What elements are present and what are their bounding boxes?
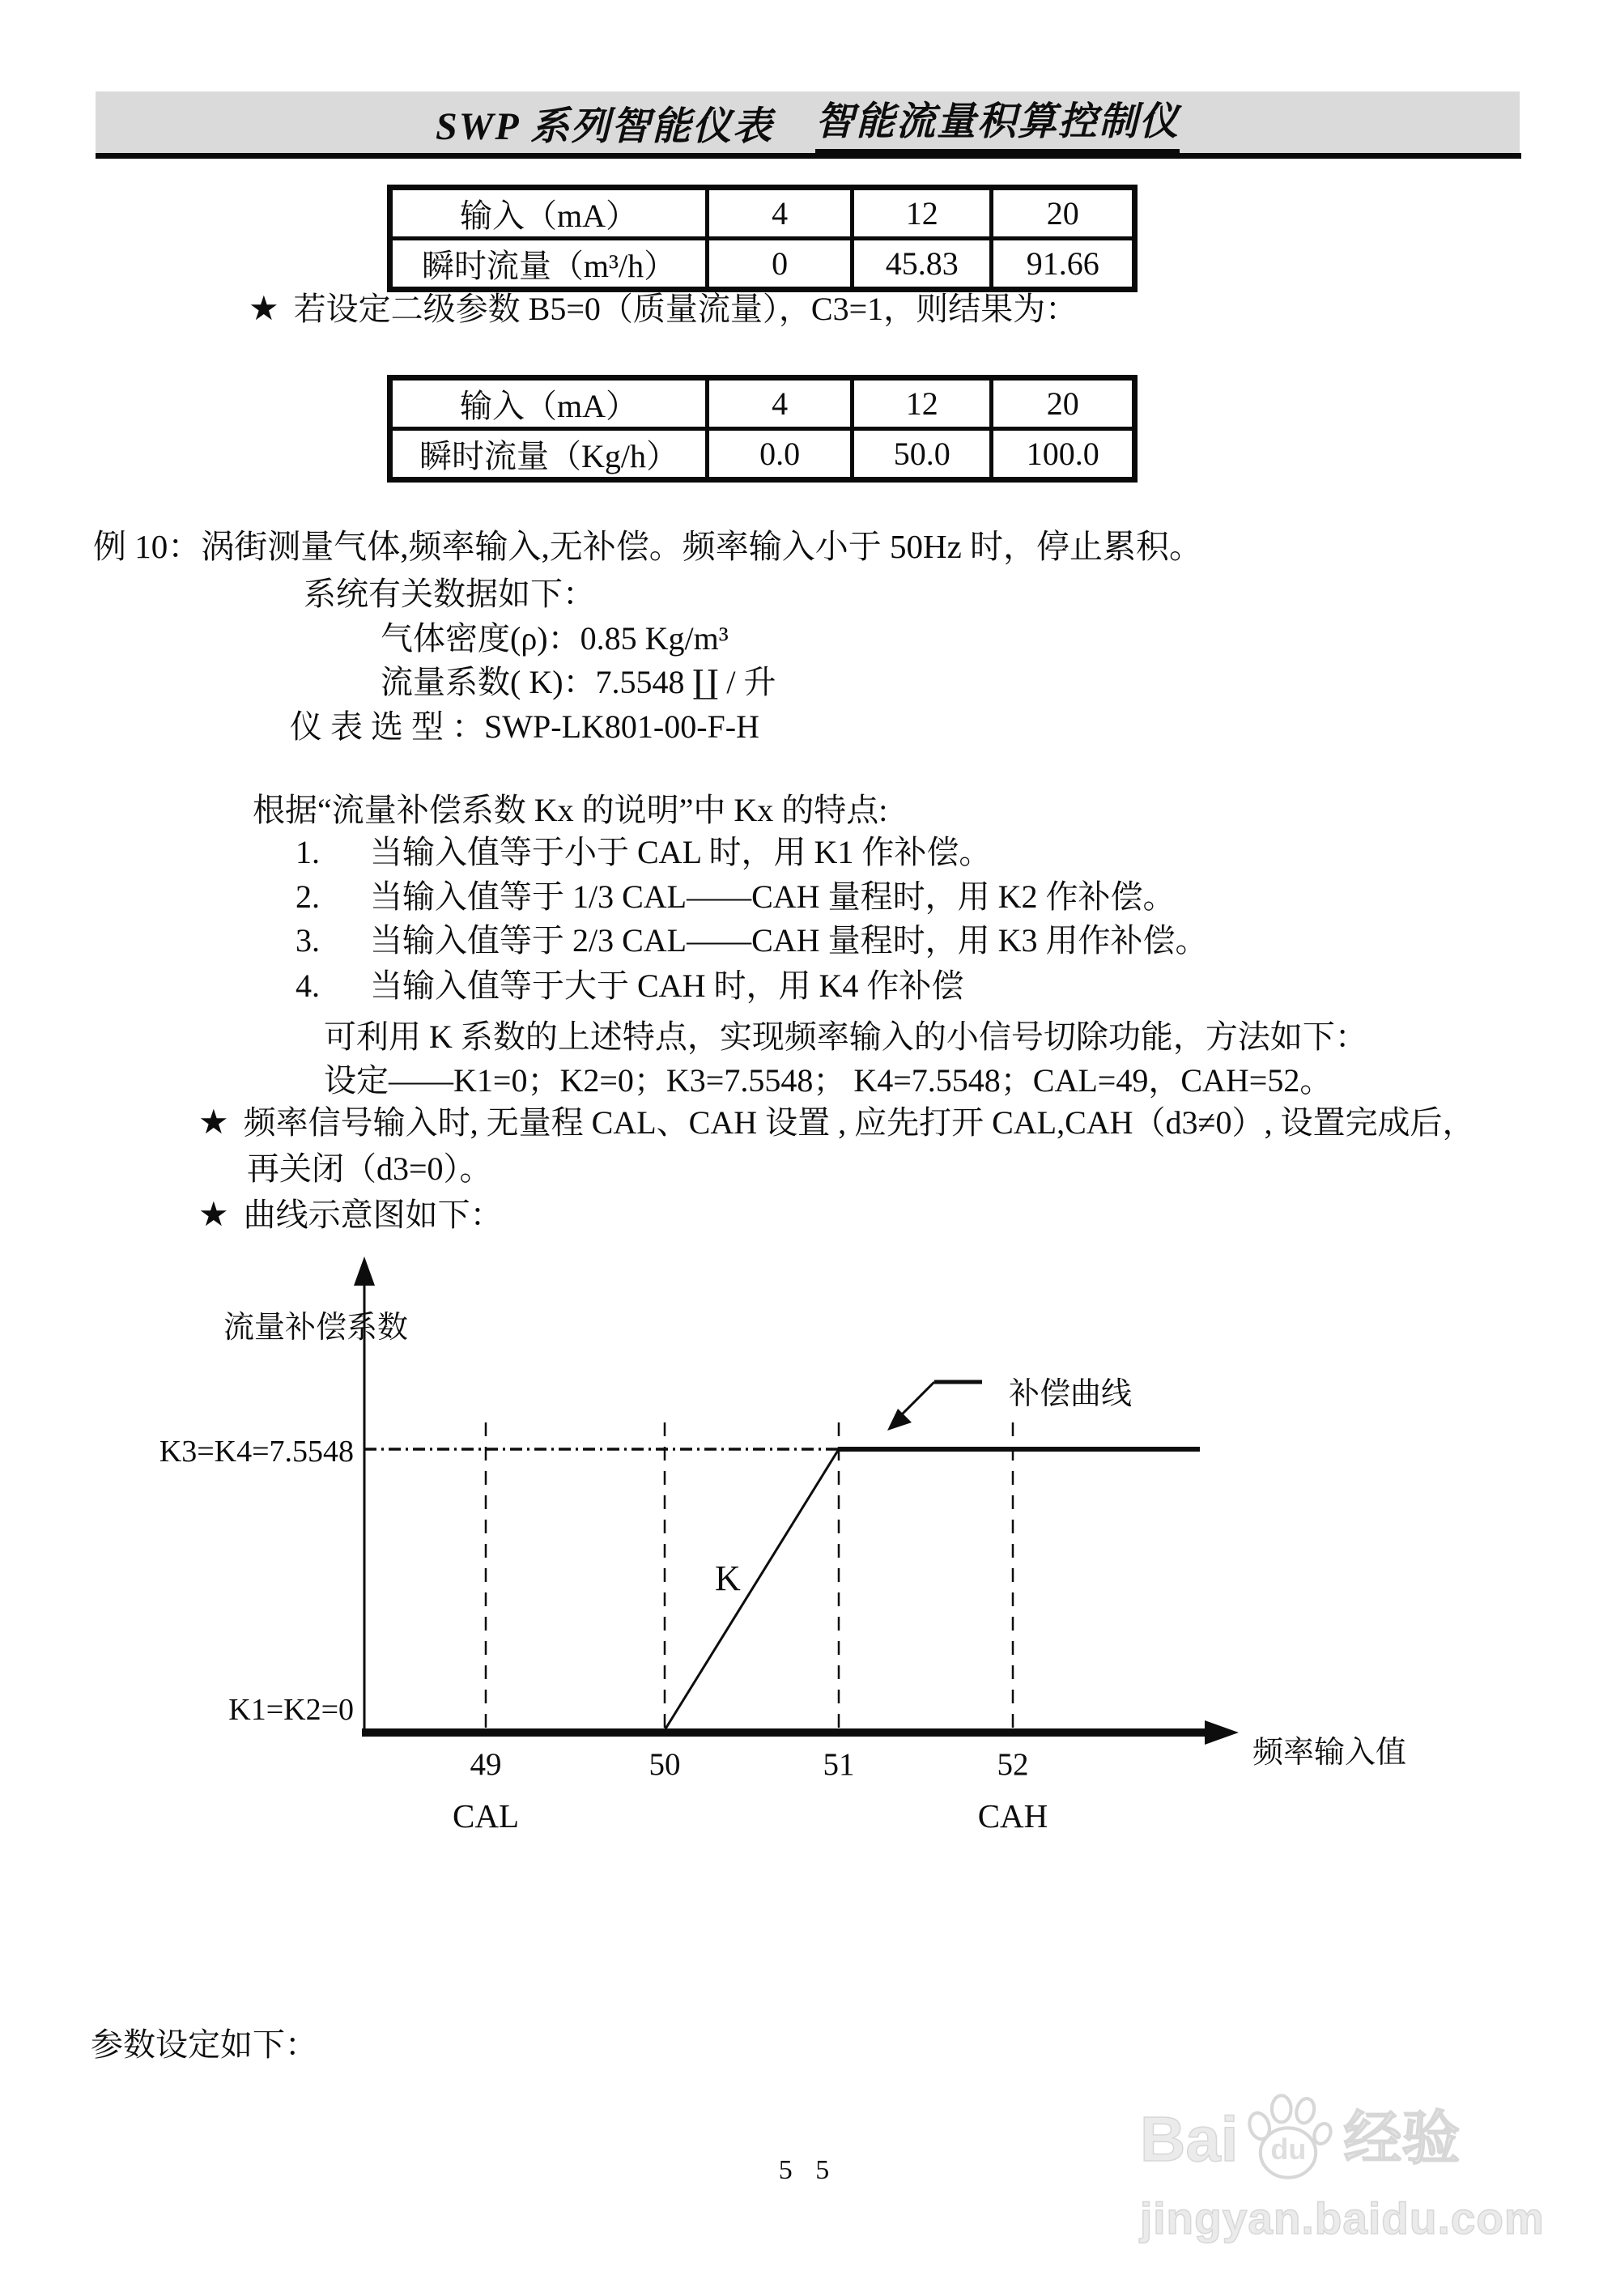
example10-heading <box>93 528 1202 566</box>
paw-icon <box>1240 2094 1337 2184</box>
kx-item-2 <box>296 878 1175 916</box>
header-title-right: 智能流量积算控制仪 <box>815 90 1180 155</box>
table-row <box>390 378 1135 429</box>
x-axis-label: 频率输入值 <box>1252 1736 1407 1770</box>
table-cell: 100.0 <box>992 429 1135 480</box>
x-tick-51: 51 <box>823 1747 855 1782</box>
kx-item-text: 当输入值等于小于 CAL 时，用 K1 作补偿。 <box>370 834 992 870</box>
cah-label: CAH <box>977 1797 1048 1835</box>
kx-item-text: 当输入值等于大于 CAH 时，用 K4 作补偿 <box>370 967 964 1004</box>
page-number: 5 5 <box>778 2155 838 2185</box>
table-cell: 12 <box>853 188 992 239</box>
star-icon: ★ <box>249 291 279 328</box>
freq-note <box>198 1103 1475 1142</box>
flow-coefficient-line: 流量系数( K)：7.5548 ∐ / 升 <box>381 664 776 700</box>
kx-item-text: 当输入值等于 1/3 CAL——CAH 量程时，用 K2 作补偿。 <box>370 878 1176 915</box>
table-cell: 瞬时流量（Kg/h） <box>390 429 708 480</box>
table-cell: 12 <box>853 378 992 429</box>
watermark-bai: Bai <box>1140 2103 1239 2175</box>
lower-level-label: K1=K2=0 <box>228 1693 354 1727</box>
kx-item-number: 3. <box>296 922 320 959</box>
table-row <box>390 429 1135 480</box>
note-b5 <box>249 290 1078 329</box>
params-note: 参数设定如下： <box>91 2026 317 2063</box>
leader-arrow-icon <box>887 1409 912 1431</box>
curve-note <box>198 1196 503 1235</box>
curve-annotation: 补偿曲线 <box>1009 1377 1133 1411</box>
x-axis-arrow-icon <box>1205 1720 1239 1745</box>
table-cell: 输入（mA） <box>390 378 708 429</box>
compensation-curve-chart <box>81 1256 1538 1860</box>
watermark-du: du <box>1270 2132 1307 2166</box>
kx-item-1 <box>296 834 991 871</box>
x-tick-50: 50 <box>649 1747 681 1782</box>
kx-item-3 <box>296 922 1207 959</box>
x-tick-52: 52 <box>997 1747 1029 1782</box>
baidu-watermark <box>1140 2094 1561 2244</box>
y-axis-label: 流量补偿系数 <box>223 1311 409 1345</box>
page-header <box>96 91 1520 153</box>
upper-level-label: K3=K4=7.5548 <box>159 1435 354 1469</box>
header-rule <box>96 153 1521 159</box>
instrument-model-line: 仪 表 选 型 ：SWP-LK801-00-F-H <box>290 708 759 745</box>
star-icon: ★ <box>198 1104 229 1142</box>
table-cell: 91.66 <box>992 239 1135 290</box>
table-row <box>390 239 1135 290</box>
curve-note-text: 曲线示意图如下： <box>243 1197 503 1233</box>
table-row <box>390 188 1135 239</box>
kx-setting-line: 设定——K1=0；K2=0；K3=7.5548； K4=7.5548；CAL=49，CAH=52。 <box>324 1062 1333 1099</box>
flow-table-mass <box>387 375 1138 483</box>
flow-table-volume <box>387 185 1138 292</box>
example10-intro: 涡街测量气体,频率输入,无补偿。频率输入小于 50Hz 时，停止累积。 <box>201 528 1203 565</box>
table-cell: 20 <box>992 188 1135 239</box>
table-cell: 输入（mA） <box>390 188 708 239</box>
kx-item-number: 1. <box>296 834 320 870</box>
curve-ramp-segment <box>665 1449 839 1730</box>
x-tick-49: 49 <box>470 1747 502 1782</box>
table-cell: 0.0 <box>708 429 853 480</box>
kx-usage-line: 可利用 K 系数的上述特点，实现频率输入的小信号切除功能，方法如下： <box>324 1018 1367 1055</box>
star-icon: ★ <box>198 1197 229 1234</box>
gas-density-line: 气体密度(ρ)：0.85 Kg/m³ <box>381 620 729 657</box>
kx-item-4 <box>296 967 963 1005</box>
watermark-url: jingyan.baidu.com <box>1140 2193 1545 2243</box>
table-cell: 瞬时流量（m³/h） <box>390 239 708 290</box>
freq-note-line2: 再关闭（d3=0）。 <box>247 1150 492 1187</box>
freq-note-text: 频率信号输入时, 无量程 CAL、CAH 设置 , 应先打开 CAL,CAH（d3≠0）, 设置完成后， <box>243 1104 1475 1141</box>
kx-header: 根据“流量补偿系数 Kx 的说明”中 Kx 的特点: <box>253 792 888 828</box>
watermark-jingyan: 经验 <box>1343 2107 1461 2171</box>
header-title-left: SWP 系列智能仪表 <box>436 104 773 148</box>
note-b5-text: 若设定二级参数 B5=0（质量流量），C3=1，则结果为： <box>293 291 1078 327</box>
kx-item-number: 4. <box>296 967 320 1004</box>
kx-item-text: 当输入值等于 2/3 CAL——CAH 量程时，用 K3 用作补偿。 <box>370 922 1208 959</box>
table-cell: 4 <box>708 188 853 239</box>
example10-label: 例 10： <box>93 528 202 565</box>
watermark-logo <box>1140 2094 1561 2184</box>
table-cell: 0 <box>708 239 853 290</box>
cal-label: CAL <box>453 1797 519 1835</box>
table-cell: 4 <box>708 378 853 429</box>
y-axis-arrow-icon <box>354 1256 375 1286</box>
k-annotation: K <box>715 1558 741 1598</box>
kx-item-number: 2. <box>296 878 320 915</box>
table-cell: 20 <box>992 378 1135 429</box>
table-cell: 45.83 <box>853 239 992 290</box>
sys-data-header: 系统有关数据如下： <box>304 576 595 612</box>
table-cell: 50.0 <box>853 429 992 480</box>
